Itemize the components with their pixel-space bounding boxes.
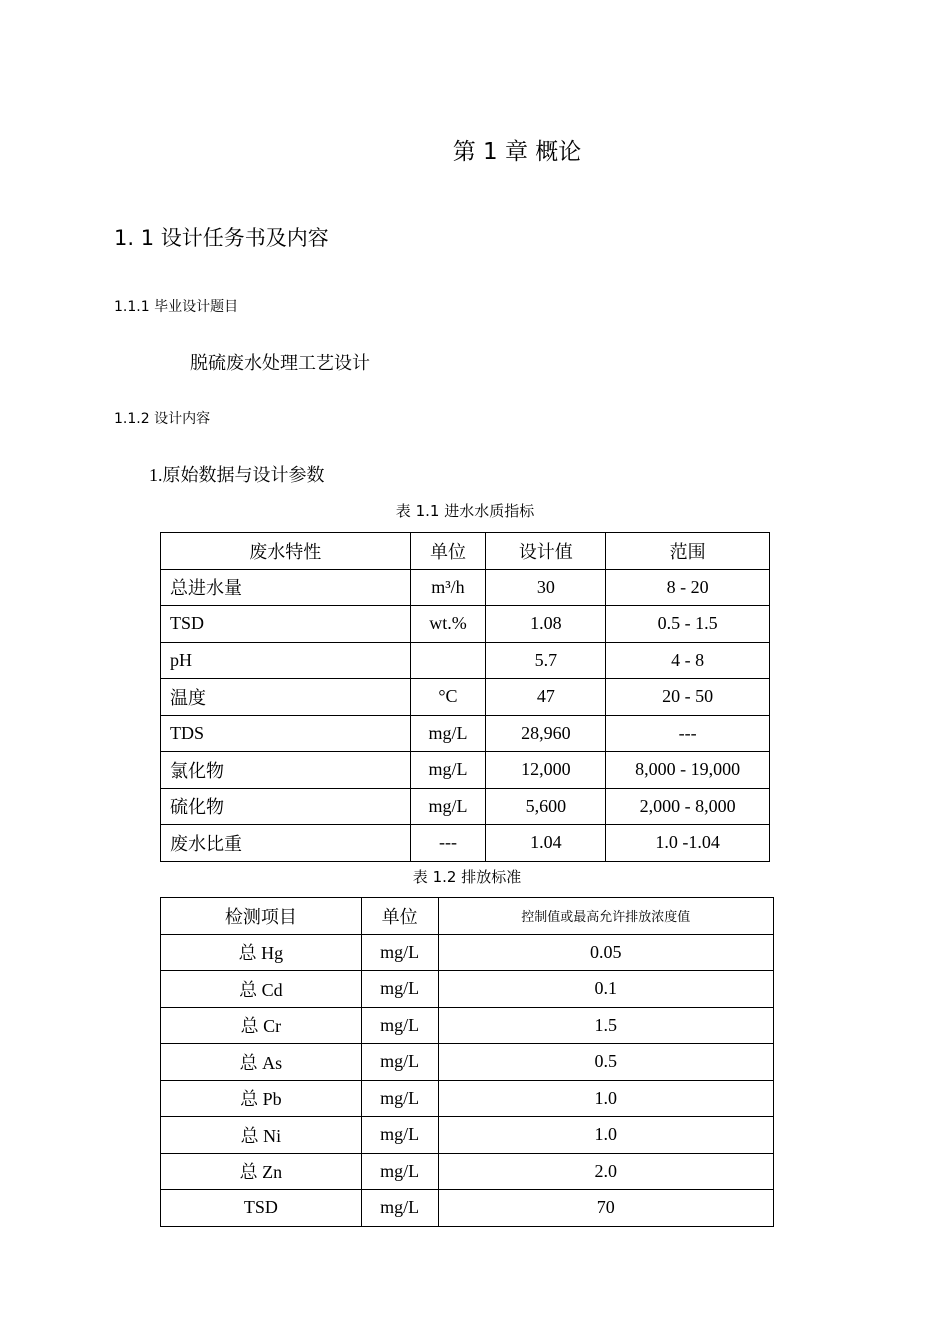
- table-cell: 氯化物: [161, 752, 411, 789]
- table-row: [161, 971, 774, 1008]
- table-cell: TDS: [161, 715, 411, 752]
- table-row: [161, 1190, 774, 1227]
- table-cell: 总 Cr: [161, 1007, 362, 1044]
- table-cell: 硫化物: [161, 788, 411, 825]
- table-cell: wt.%: [410, 606, 486, 643]
- column-header: 范围: [606, 533, 770, 570]
- table-cell: 20 - 50: [606, 679, 770, 716]
- table-header-row: [161, 898, 774, 935]
- table-cell: mg/L: [361, 1190, 438, 1227]
- table-cell: TSD: [161, 606, 411, 643]
- table-cell: 47: [486, 679, 606, 716]
- table-cell: 1.0 -1.04: [606, 825, 770, 862]
- table-cell: pH: [161, 642, 411, 679]
- table-cell: 30: [486, 569, 606, 606]
- table-cell: 总 Pb: [161, 1080, 362, 1117]
- table-cell: 2.0: [438, 1153, 773, 1190]
- table-cell: mg/L: [361, 1044, 438, 1081]
- table-row: [161, 715, 770, 752]
- table-row: [161, 642, 770, 679]
- table-cell: 总 Hg: [161, 934, 362, 971]
- table-cell: 8,000 - 19,000: [606, 752, 770, 789]
- table-cell: 5,600: [486, 788, 606, 825]
- table-row: [161, 788, 770, 825]
- column-header: 检测项目: [161, 898, 362, 935]
- table-cell: 2,000 - 8,000: [606, 788, 770, 825]
- table-cell: mg/L: [361, 971, 438, 1008]
- chapter-title: 第 1 章 概论: [452, 139, 582, 165]
- table-cell: 4 - 8: [606, 642, 770, 679]
- table-row: [161, 1117, 774, 1154]
- table-row: [161, 1153, 774, 1190]
- column-header: 单位: [410, 533, 486, 570]
- table-cell: 8 - 20: [606, 569, 770, 606]
- table-cell: mg/L: [361, 1007, 438, 1044]
- table-cell: 1.0: [438, 1117, 773, 1154]
- table-cell: 总进水量: [161, 569, 411, 606]
- table-cell: 28,960: [486, 715, 606, 752]
- table-cell: 5.7: [486, 642, 606, 679]
- subsection-heading-topic: 1.1.1 毕业设计题目: [114, 299, 239, 315]
- table-cell: ---: [606, 715, 770, 752]
- table-cell: 废水比重: [161, 825, 411, 862]
- influent-quality-table: [160, 532, 770, 862]
- table-cell: 总 Cd: [161, 971, 362, 1008]
- table-row: [161, 934, 774, 971]
- section-title: 1. 1 设计任务书及内容: [114, 226, 329, 250]
- table2-caption: 表 1.2 排放标准: [412, 868, 522, 886]
- table-cell: 总 Zn: [161, 1153, 362, 1190]
- table-cell: 0.5: [438, 1044, 773, 1081]
- table-cell: 0.5 - 1.5: [606, 606, 770, 643]
- table-cell: TSD: [161, 1190, 362, 1227]
- column-header: 废水特性: [161, 533, 411, 570]
- table-cell: 1.08: [486, 606, 606, 643]
- table-row: [161, 1044, 774, 1081]
- list-item-raw-data: 1.原始数据与设计参数: [149, 465, 325, 485]
- table-row: [161, 825, 770, 862]
- table-row: [161, 569, 770, 606]
- table-cell: 1.5: [438, 1007, 773, 1044]
- table-cell: mg/L: [410, 715, 486, 752]
- table-cell: mg/L: [410, 788, 486, 825]
- table-cell: [410, 642, 486, 679]
- table-cell: ---: [410, 825, 486, 862]
- table-cell: 总 As: [161, 1044, 362, 1081]
- table-cell: mg/L: [361, 1117, 438, 1154]
- table-cell: 总 Ni: [161, 1117, 362, 1154]
- column-header: 单位: [361, 898, 438, 935]
- table-header-row: [161, 533, 770, 570]
- table-row: [161, 679, 770, 716]
- table-cell: mg/L: [361, 934, 438, 971]
- design-topic: 脱硫废水处理工艺设计: [190, 353, 370, 373]
- table-cell: mg/L: [410, 752, 486, 789]
- table-row: [161, 606, 770, 643]
- table-row: [161, 1080, 774, 1117]
- subsection-heading-content: 1.1.2 设计内容: [114, 411, 211, 427]
- table-row: [161, 1007, 774, 1044]
- table1-caption: 表 1.1 进水水质指标: [395, 502, 535, 520]
- table-cell: mg/L: [361, 1153, 438, 1190]
- table-cell: °C: [410, 679, 486, 716]
- table-cell: 0.05: [438, 934, 773, 971]
- column-header: 设计值: [486, 533, 606, 570]
- table-cell: 1.04: [486, 825, 606, 862]
- discharge-standard-table: [160, 897, 774, 1227]
- table-cell: 70: [438, 1190, 773, 1227]
- table-cell: mg/L: [361, 1080, 438, 1117]
- table-cell: 0.1: [438, 971, 773, 1008]
- table-cell: m³/h: [410, 569, 486, 606]
- table-row: [161, 752, 770, 789]
- table-cell: 温度: [161, 679, 411, 716]
- table-cell: 1.0: [438, 1080, 773, 1117]
- table-cell: 12,000: [486, 752, 606, 789]
- column-header: 控制值或最高允许排放浓度值: [438, 898, 773, 935]
